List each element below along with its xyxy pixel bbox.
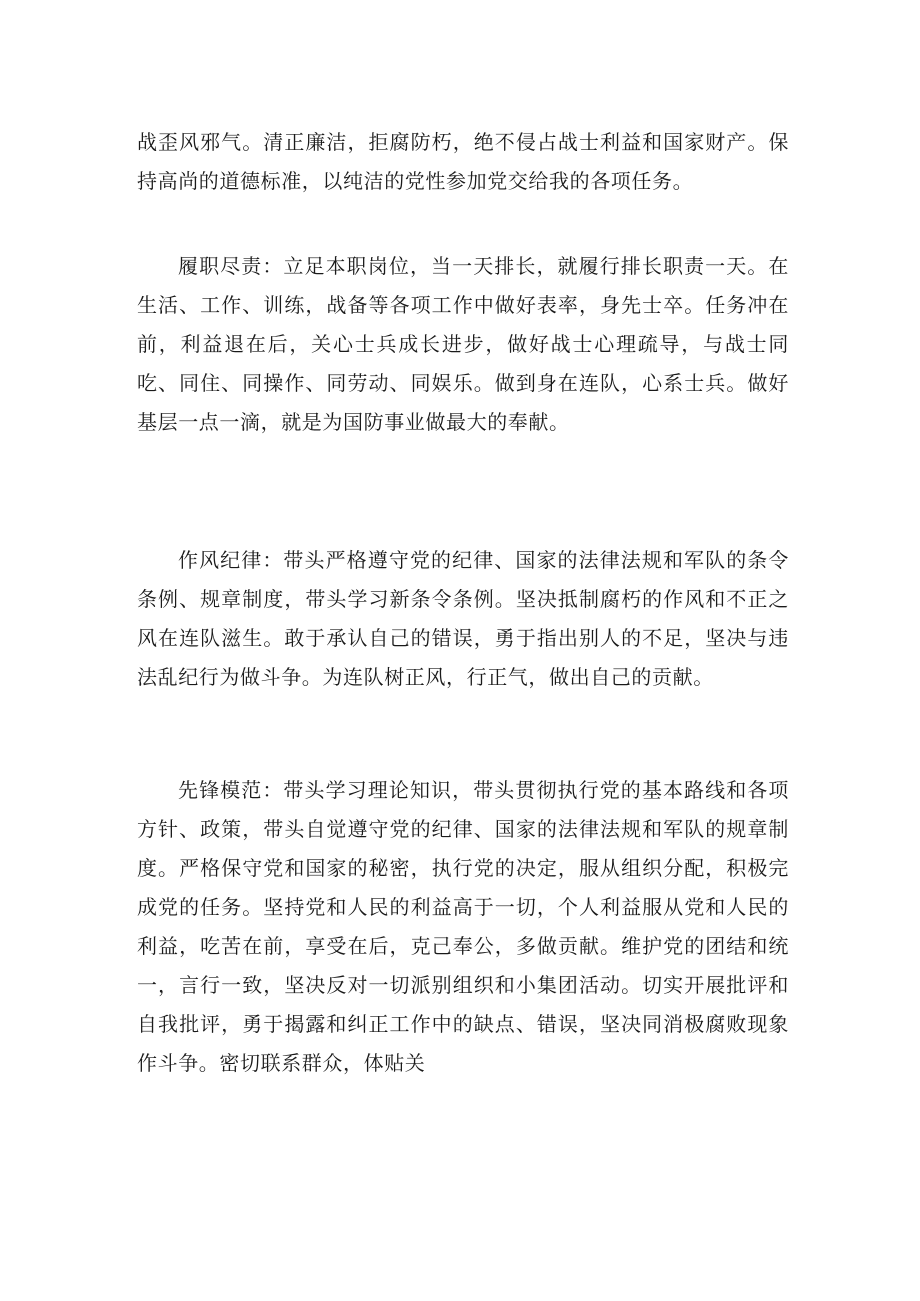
paragraph-continuation: 战歪风邪气。清正廉洁，拒腐防朽，绝不侵占战士利益和国家财产。保持高尚的道德标准，以纯洁的党性参加党交给我的各项任务。 — [137, 130, 789, 193]
paragraph-vanguard: 先锋模范：带头学习理论知识，带头贯彻执行党的基本路线和各项方针、政策，带头自觉遵守党的纪律、国家的法律法规和军队的规章制度。严格保守党和国家的秘密，执行党的决定，服从组织分配，积极完成党的任务。坚持党和人民的利益高于一切，个人利益服从党和人民的利益，吃苦在前，享受在后，克己奉公，多做贡献。维护党的团结和统一，言行一致，坚决反对一切派别组织和小集团活动。切实开展批评和自我批评，勇于揭露和纠正工作中的缺点、错误，坚决同消极腐败现象作斗争。密切联系群众，体贴关 — [137, 778, 789, 1075]
paragraph-discipline: 作风纪律：带头严格遵守党的纪律、国家的法律法规和军队的条令条例、规章制度，带头学习新条令条例。坚决抵制腐朽的作风和不正之风在连队滋生。敢于承认自己的错误，勇于指出别人的不足，坚决与违法乱纪行为做斗争。为连队树正风，行正气，做出自己的贡献。 — [137, 548, 789, 689]
paragraph-duty: 履职尽责：立足本职岗位，当一天排长，就履行排长职责一天。在生活、工作、训练，战备等各项工作中做好表率，身先士卒。任务冲在前，利益退在后，关心士兵成长进步，做好战士心理疏导，与战士同吃、同住、同操作、同劳动、同娱乐。做到身在连队，心系士兵。做好基层一点一滴，就是为国防事业做最大的奉献。 — [137, 254, 789, 434]
